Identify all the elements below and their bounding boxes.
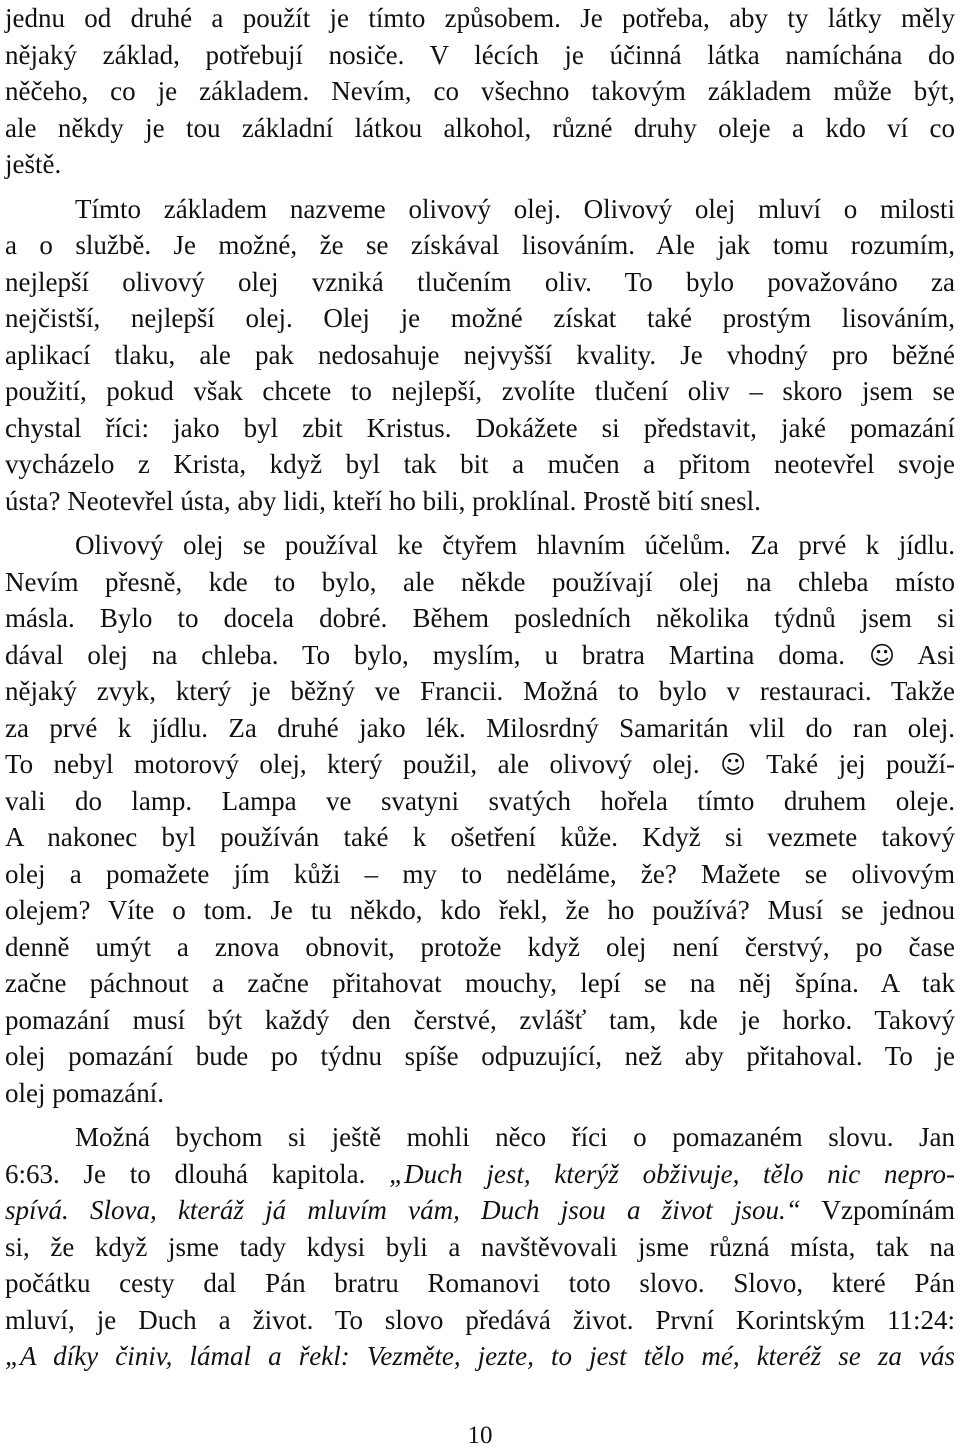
text-line: olej pomazání bude po týdnu spíše odpuzující, než aby přitahoval. To je [5, 1041, 955, 1071]
smiley-icon: ☺ [868, 640, 896, 670]
text-line: vali do lamp. Lampa ve svatyni svatých hořela tímto druhem oleje. [5, 785, 955, 816]
text-line: 6:63. Je to dlouhá kapitola. „Duch jest, kterýž obživuje, tělo nic nepro- [5, 1158, 955, 1189]
text-line: za prvé k jídlu. Za druhé jako lék. Milosrdný Samaritán vlil do ran olej. [5, 712, 955, 743]
text-line: začne páchnout a začne přitahovat mouchy, lepí se na něj špína. A tak [5, 968, 955, 998]
text-line: olejem? Víte o tom. Je tu někdo, kdo řekl, že ho používá? Musí se jednou [5, 895, 955, 925]
text-line: „A díky činiv, lámal a řekl: Vezměte, jezte, to jest tělo mé, kteréž se za vás [5, 1341, 955, 1371]
document-body [5, 0, 955, 1375]
text-line: nějaký zvyk, který je běžný ve Francii. Možná to bylo v restauraci. Takže [5, 676, 955, 706]
text-line: Olivový olej se používal ke čtyřem hlavním účelům. Za prvé k jídlu. [75, 530, 955, 560]
text-line: ještě. [5, 149, 62, 179]
paragraph-gap [5, 1111, 955, 1119]
text-line: olej pomazání. [5, 1077, 164, 1108]
text-line: pomazání musí být každý den čerstvé, zvlášť tam, kde je horko. Takový [5, 1004, 955, 1035]
text-line: mluví, je Duch a život. To slovo předává život. První Korintským 11:24: [5, 1304, 955, 1335]
text-line: vycházelo z Krista, když byl tak bit a mučen a přitom neotevřel svoje [5, 449, 955, 479]
text-line: chystal říci: jako byl zbit Kristus. Dokážete si představit, jaké pomazání [5, 412, 955, 443]
text-line: spívá. Slova, kteráž já mluvím vám, Duch jsou a život jsou.“ Vzpomínám [5, 1195, 955, 1225]
text-line: si, že když jsme tady kdysi byli a navštěvovali jsme různá místa, tak na [5, 1231, 955, 1262]
page-number: 10 [467, 1422, 493, 1449]
text-line: olej a pomažete jím kůži – my to neděláme, že? Mažete se olivovým [5, 858, 955, 889]
text-line: Nevím přesně, kde to bylo, ale někde používají olej na chleba místo [5, 566, 955, 597]
text-line: použití, pokud však chcete to nejlepší, zvolíte tlučení oliv – skoro jsem se [5, 376, 955, 406]
text-line: nějaký základ, potřebují nosiče. V lécích je účinná látka namíchána do [5, 39, 955, 70]
document-page [5, 0, 955, 1375]
text-line: a o službě. Je možné, že se získával lisováním. Ale jak tomu rozumím, [5, 230, 955, 260]
text-line: másla. Bylo to docela dobré. Během posledních několika týdnů jsem si [5, 603, 955, 633]
text-line: To nebyl motorový olej, který použil, ale olivový olej. ☺ Také jej použí- [5, 749, 955, 779]
paragraph-gap [5, 183, 955, 191]
text-line: nejlepší olivový olej vzniká tlučením oliv. To bylo považováno za [5, 266, 955, 297]
text-line: nejčistší, nejlepší olej. Olej je možné získat také prostým lisováním, [5, 303, 955, 333]
text-line: Tímto základem nazveme olivový olej. Olivový olej mluví o milosti [75, 193, 955, 224]
text-line: něčeho, co je základem. Nevím, co všechno takovým základem může být, [5, 76, 955, 106]
paragraph-gap [5, 519, 955, 527]
text-line: A nakonec byl používán také k ošetření kůže. Když si vezmete takový [5, 822, 955, 852]
smiley-icon: ☺ [720, 750, 747, 779]
text-line: ale někdy je tou základní látkou alkohol, různé druhy oleje a kdo ví co [5, 112, 955, 143]
text-line: jednu od druhé a použít je tímto způsobem. Je potřeba, aby ty látky měly [5, 3, 955, 33]
text-line: počátku cesty dal Pán bratru Romanovi toto slovo. Slovo, které Pán [5, 1268, 955, 1298]
text-line: denně umýt a znova obnovit, protože když olej není čerstvý, po čase [5, 931, 955, 962]
text-line: aplikací tlaku, ale pak nedosahuje nejvyšší kvality. Je vhodný pro běžné [5, 339, 955, 370]
text-line: ústa? Neotevřel ústa, aby lidi, kteří ho bili, proklínal. Prostě bití snesl. [5, 485, 761, 516]
text-line: dával olej na chleba. To bylo, myslím, u bratra Martina doma. ☺ Asi [5, 639, 955, 670]
text-line: Možná bychom si ještě mohli něco říci o pomazaném slovu. Jan [75, 1122, 955, 1152]
